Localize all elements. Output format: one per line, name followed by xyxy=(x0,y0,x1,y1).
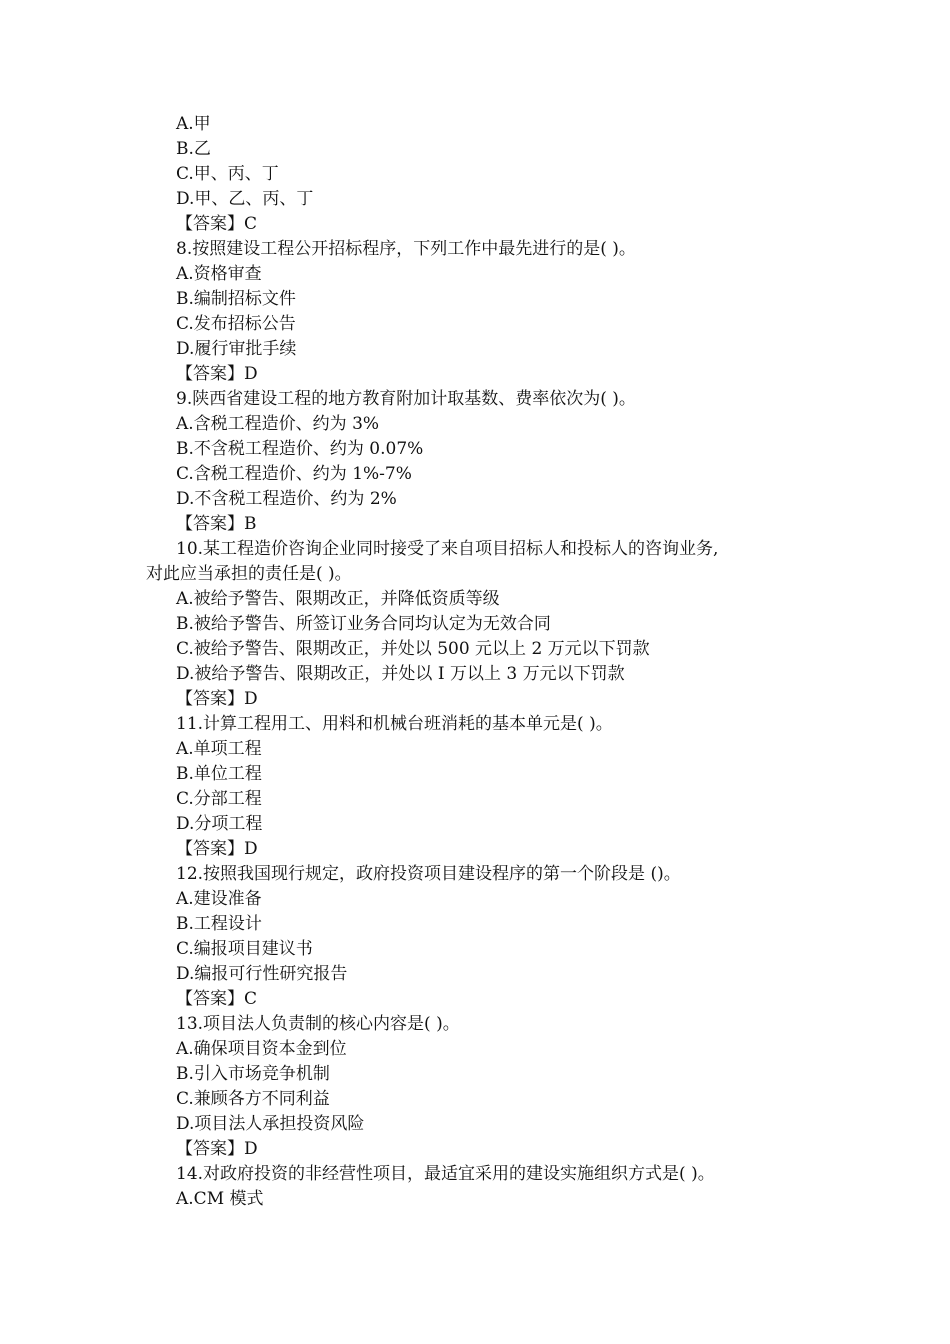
answer-line: 【答案】B xyxy=(176,514,257,534)
option-line: C.分部工程 xyxy=(176,789,262,809)
option-line: C.编报项目建议书 xyxy=(176,939,313,959)
document-body xyxy=(0,112,950,1212)
answer-line: 【答案】C xyxy=(176,214,258,234)
option-line: A.确保项目资本金到位 xyxy=(176,1039,347,1059)
question-line: 11.计算工程用工、用料和机械台班消耗的基本单元是( )。 xyxy=(176,714,613,734)
option-line: B.工程设计 xyxy=(176,914,262,934)
question-line: 12.按照我国现行规定，政府投资项目建设程序的第一个阶段是 ()。 xyxy=(176,864,681,884)
option-line: A.资格审查 xyxy=(176,264,262,284)
question-line: 10.某工程造价咨询企业同时接受了来自项目招标人和投标人的咨询业务, xyxy=(176,539,719,559)
option-line: C.甲、丙、丁 xyxy=(176,164,279,184)
answer-line: 【答案】D xyxy=(176,364,258,384)
option-line: B.引入市场竞争机制 xyxy=(176,1064,330,1084)
option-line: C.发布招标公告 xyxy=(176,314,296,334)
question-line: 13.项目法人负责制的核心内容是( )。 xyxy=(176,1014,460,1034)
option-line: A.含税工程造价、约为 3% xyxy=(176,414,380,434)
option-line: A.建设准备 xyxy=(176,889,262,909)
question-line: 8.按照建设工程公开招标程序，下列工作中最先进行的是( )。 xyxy=(176,239,636,259)
option-line: A.CM 模式 xyxy=(176,1189,264,1209)
option-line: D.分项工程 xyxy=(176,814,263,834)
option-line: C.被给予警告、限期改正，并处以 500 元以上 2 万元以下罚款 xyxy=(176,639,650,659)
option-line: B.乙 xyxy=(176,139,211,159)
option-line: D.被给予警告、限期改正，并处以 I 万以上 3 万元以下罚款 xyxy=(176,664,625,684)
option-line: D.项目法人承担投资风险 xyxy=(176,1114,365,1134)
option-line: A.单项工程 xyxy=(176,739,262,759)
option-line: B.不含税工程造价、约为 0.07% xyxy=(176,439,424,459)
question-continuation-line: 对此应当承担的责任是( )。 xyxy=(146,564,352,584)
option-line: C.含税工程造价、约为 1%-7% xyxy=(176,464,412,484)
option-line: B.被给予警告、所签订业务合同均认定为无效合同 xyxy=(176,614,551,634)
option-line: C.兼顾各方不同利益 xyxy=(176,1089,330,1109)
question-line: 9.陕西省建设工程的地方教育附加计取基数、费率依次为( )。 xyxy=(176,389,636,409)
option-line: A.甲 xyxy=(176,114,211,134)
option-line: D.履行审批手续 xyxy=(176,339,297,359)
answer-line: 【答案】D xyxy=(176,1139,258,1159)
option-line: B.单位工程 xyxy=(176,764,262,784)
option-line: B.编制招标文件 xyxy=(176,289,296,309)
option-line: D.编报可行性研究报告 xyxy=(176,964,348,984)
answer-line: 【答案】D xyxy=(176,689,258,709)
option-line: D.不含税工程造价、约为 2% xyxy=(176,489,397,509)
answer-line: 【答案】D xyxy=(176,839,258,859)
option-line: D.甲、乙、丙、丁 xyxy=(176,189,314,209)
question-line: 14.对政府投资的非经营性项目，最适宜采用的建设实施组织方式是( )。 xyxy=(176,1164,715,1184)
answer-line: 【答案】C xyxy=(176,989,258,1009)
option-line: A.被给予警告、限期改正，并降低资质等级 xyxy=(176,589,500,609)
